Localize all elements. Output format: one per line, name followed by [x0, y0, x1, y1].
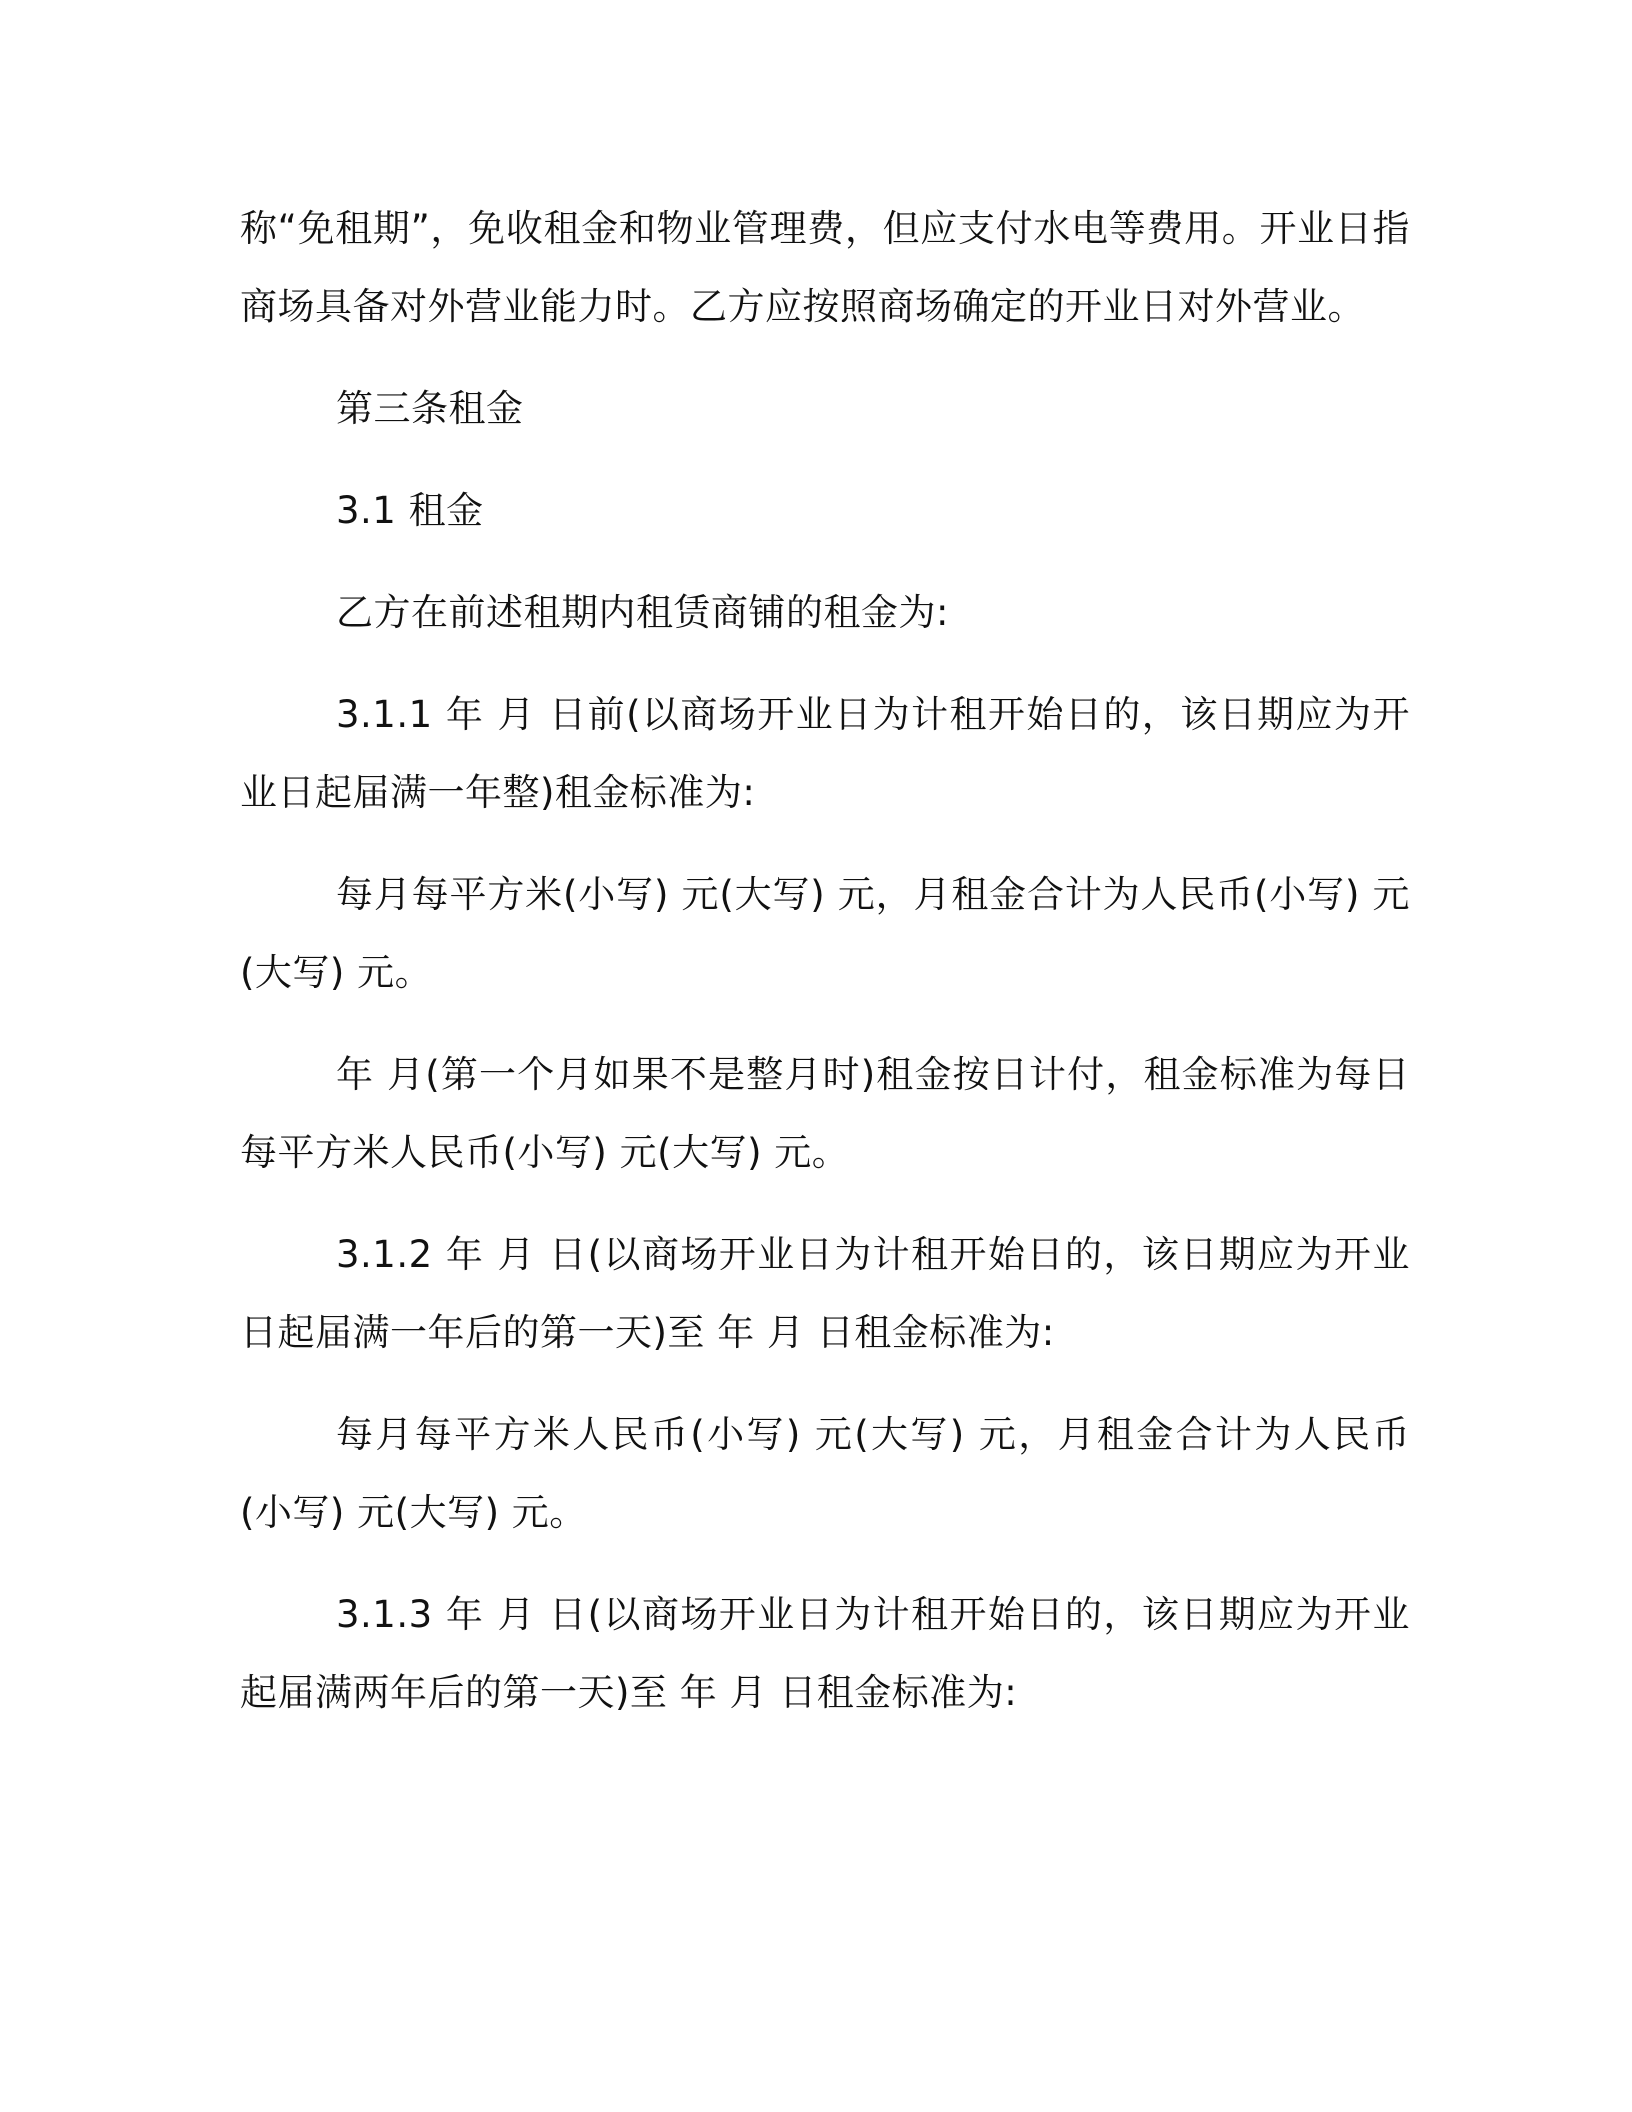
clause-3-1-3: 3.1.3 年 月 日(以商场开业日为计租开始日的，该日期应为开业起届满两年后的第一天)至 年 月 日租金标准为:: [240, 1593, 1410, 1714]
clause-3-1-2: 3.1.2 年 月 日(以商场开业日为计租开始日的，该日期应为开业日起届满一年后的第一天)至 年 月 日租金标准为:: [240, 1233, 1410, 1354]
subsection-heading-3-1: 3.1 租金: [336, 489, 484, 532]
section-heading-article-3: 第三条租金: [336, 387, 524, 430]
paragraph-daily-rent: 年 月(第一个月如果不是整月时)租金按日计付，租金标准为每日每平方米人民币(小写) 元(大写) 元。: [240, 1053, 1410, 1174]
document-body: [240, 190, 1410, 1756]
paragraph-monthly-rent-1: 每月每平方米(小写) 元(大写) 元，月租金合计为人民币(小写) 元(大写) 元。: [240, 873, 1410, 994]
clause-3-1-1: 3.1.1 年 月 日前(以商场开业日为计租开始日的，该日期应为开业日起届满一年整)租金标准为:: [240, 693, 1410, 814]
paragraph-rent-free-period: 称“免租期”，免收租金和物业管理费，但应支付水电等费用。开业日指商场具备对外营业能力时。乙方应按照商场确定的开业日对外营业。: [240, 207, 1410, 328]
paragraph-monthly-rent-2: 每月每平方米人民币(小写) 元(大写) 元，月租金合计为人民币(小写) 元(大写) 元。: [240, 1413, 1410, 1534]
paragraph-rent-intro: 乙方在前述租期内租赁商铺的租金为:: [336, 591, 949, 634]
